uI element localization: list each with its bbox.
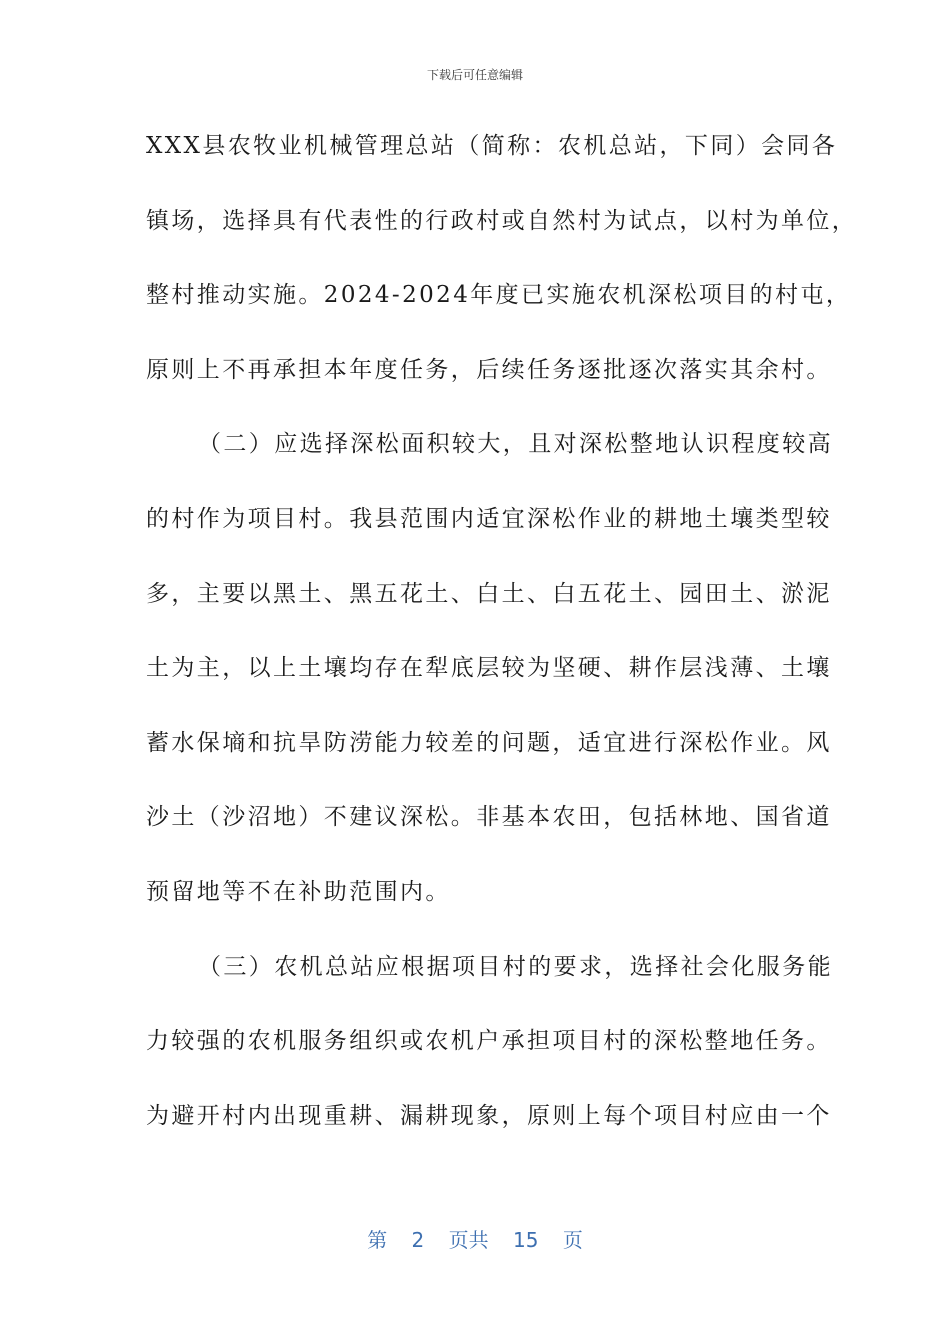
page-label-prefix: 第 [367,1228,388,1252]
header-note: 下载后可任意编辑 [426,68,523,82]
text-line: 原则上不再承担本年度任务，后续任务逐批逐次落实其余村。 [146,356,832,383]
page-label-suffix: 页 [562,1228,583,1252]
text-line: 预留地等不在补助范围内。 [146,878,451,905]
page-footer [0,1224,950,1253]
text-line: 整村推动实施。2024-2024年度已实施农机深松项目的村屯， [146,282,852,309]
page-label-mid: 页共 [448,1228,489,1252]
text-line: 为避开村内出现重耕、漏耕现象，原则上每个项目村应由一个 [146,1102,832,1129]
paragraph-start-line: （二）应选择深松面积较大，且对深松整地认识程度较高 [198,431,833,458]
text-line: 土为主，以上土壤均存在犁底层较为坚硬、耕作层浅薄、土壤 [146,655,832,682]
text-line: 多，主要以黑土、黑五花土、白土、白五花土、园田土、淤泥 [146,580,832,607]
text-line: 沙土（沙沼地）不建议深松。非基本农田，包括林地、国省道 [146,804,832,831]
paragraph-start-line: （三）农机总站应根据项目村的要求，选择社会化服务能 [198,953,833,980]
text-line: XXX县农牧业机械管理总站（简称：农机总站，下同）会同各 [146,133,838,159]
total-pages-number: 15 [513,1228,539,1252]
text-line: 力较强的农机服务组织或农机户承担项目村的深松整地任务。 [146,1028,832,1055]
text-line: 蓄水保墒和抗旱防涝能力较差的问题，适宜进行深松作业。风 [146,729,832,756]
text-line: 的村作为项目村。我县范围内适宜深松作业的耕地土壤类型较 [146,505,832,532]
current-page-number: 2 [411,1228,425,1252]
document-body [146,120,858,1164]
text-line: 镇场，选择具有代表性的行政村或自然村为试点，以村为单位， [146,207,858,234]
